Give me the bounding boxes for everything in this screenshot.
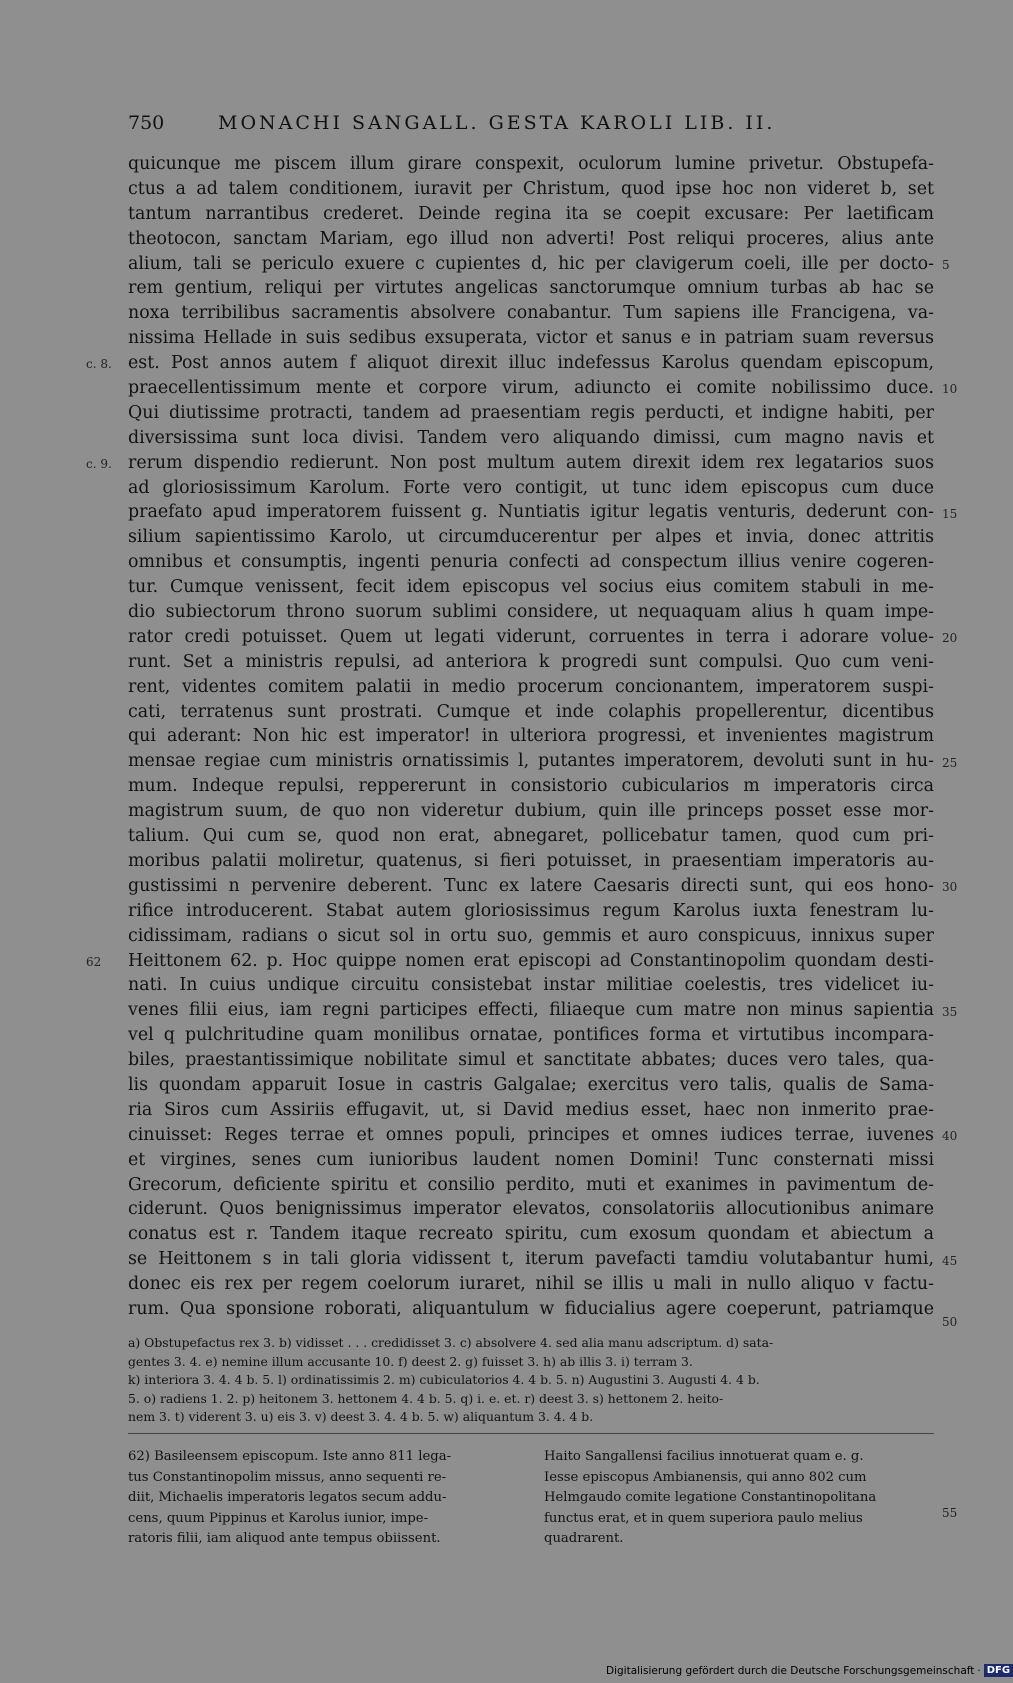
text-line: praecellentissimum mente et corpore virum, adiuncto ei comite nobilissimo duce. (128, 378, 934, 399)
text-line: tantum narrantibus crederet. Deinde regina ita se coepit excusare: Per laetificam (128, 203, 934, 224)
commentary-line: Haito Sangallensi facilius innotuerat quam e. g. (544, 1449, 864, 1464)
text-line: rem gentium, reliqui per virtutes angelicas sanctorumque omnium turbas ab hac se (128, 278, 934, 299)
running-title: MONACHI SANGALL. GESTA KAROLI LIB. II. (218, 112, 776, 134)
text-line: ria Siros cum Assiriis effugavit, ut, si David medius esset, haec non inmerito prae- (128, 1099, 934, 1120)
apparatus-line: k) interiora 3. 4. 4 b. 5. l) ordinatissimis 2. m) cubiculatorios 4. 4 b. 5. n) Augustini 3. Augusti 4. 4 b. (128, 1372, 760, 1387)
text-line: quicunque me piscem illum girare conspexit, oculorum lumine privetur. Obstupefa- (128, 154, 934, 174)
text-line: dio subiectorum throno suorum sublimi considere, ut nequaquam alius h quam impe- (128, 602, 934, 623)
text-line: mensae regiae cum ministris ornatissimis l, putantes imperatorem, devoluti sunt in hu- (128, 751, 934, 772)
line-number: 55 (942, 1506, 958, 1520)
text-line: est. Post annos autem f aliquot direxit illuc indefessus Karolus quendam episcopum, (128, 353, 934, 374)
text-line: cinuisset: Reges terrae et omnes populi, principes et omnes iudices terrae, iuvenes (128, 1124, 934, 1145)
page-number: 750 (128, 112, 165, 134)
text-line: Grecorum, deficiente spiritu et consilio perdito, muti et exanimes in pavimentum de- (128, 1174, 934, 1195)
commentary-line: tus Constantinopolim missus, anno sequenti re- (128, 1469, 447, 1485)
line-number: 25 (942, 755, 958, 770)
commentary-left-column (128, 1447, 518, 1550)
line-number: 30 (942, 880, 958, 895)
text-line: silium sapientissimo Karolo, ut circumducerentur per alpes et invia, donec attritis (128, 527, 934, 548)
text-line: magistrum suum, de quo non videretur dubium, quin ille princeps posset esse mor- (128, 801, 934, 822)
notes-separator (128, 1433, 934, 1434)
apparatus-line: a) Obstupefactus rex 3. b) vidisset . . . credidisset 3. c) absolvere 4. sed alia manu adscriptum. d) sata- (128, 1335, 774, 1350)
text-line: ad gloriosissimum Karolum. Forte vero contigit, ut tunc idem episcopus cum duce (128, 477, 934, 498)
commentary-line: 62) Basileensem episcopum. Iste anno 811 lega- (128, 1449, 452, 1464)
text-line: talium. Qui cum se, quod non erat, abnegaret, pollicebatur tamen, quod cum pri- (128, 826, 934, 847)
text-line: ctus a ad talem conditionem, iuravit per Christum, quod ipse hoc non videret b, set (128, 178, 934, 199)
text-line: Heittonem 62. p. Hoc quippe nomen erat episcopi ad Constantinopolim quondam desti- (128, 950, 934, 971)
text-line: et virgines, senes cum iunioribus laudent nomen Domini! Tunc consternati missi (128, 1149, 934, 1170)
text-line: conatus est r. Tandem itaque recreato spiritu, cum exosum quondam et abiectum a (128, 1224, 934, 1245)
text-line: qui aderant: Non hic est imperator! in ulteriora progressi, et invenientes magistrum (128, 726, 934, 747)
text-line: diversissima sunt loca divisi. Tandem vero aliquando dimissi, cum magno navis et (128, 427, 934, 448)
text-line: alium, tali se periculo exuere c cupientes d, hic per clavigerum coeli, ille per docto- (128, 253, 934, 274)
margin-note: c. 9. (86, 456, 112, 471)
text-line: rifice introducerent. Stabat autem gloriosissimus regum Karolus iuxta fenestram lu- (128, 900, 934, 921)
critical-apparatus (128, 1334, 934, 1427)
text-line: rum. Qua sponsione roborati, aliquantulum w fiducialius agere coeperunt, patriamque (128, 1298, 934, 1319)
text-line: cidissimam, radians o sicut sol in ortu suo, gemmis et auro conspicuus, innixus super (128, 925, 934, 946)
digitization-footer: Digitalisierung gefördert durch die Deutsche Forschungsgemeinschaft · DFG (606, 1662, 1013, 1679)
text-line: Qui diutissime protracti, tandem ad praesentiam regis perducti, et indigne habiti, per (128, 402, 934, 423)
line-number: 20 (942, 631, 958, 646)
commentary-line: cens, quum Pippinus et Karolus iunior, impe- (128, 1510, 429, 1526)
text-line: vel q pulchritudine quam monilibus ornatae, pontifices forma et virtutibus incompara- (128, 1025, 934, 1046)
commentary-line: diit, Michaelis imperatoris legatos secum addu- (128, 1490, 447, 1505)
text-line: venes filii eius, iam regni participes effecti, filiaeque cum matre non minus sapientia (128, 1000, 934, 1021)
commentary-right-column (544, 1447, 934, 1550)
text-line: donec eis rex per regem coelorum iuraret, nihil se illis u mali in nullo aliquo v factu- (128, 1274, 934, 1295)
text-line: rerum dispendio redierunt. Non post multum autem direxit idem rex legatarios suos (128, 452, 934, 473)
text-line: nissima Hellade in suis sedibus exsuperata, victor et sanus e in patriam suam reversus (128, 328, 934, 349)
text-line: gustissimi n pervenire deberent. Tunc ex latere Caesaris directi sunt, qui eos hono- (128, 875, 934, 896)
line-number: 40 (942, 1129, 958, 1144)
text-line: rent, videntes comitem palatii in medio procerum concionantem, imperatorem suspi- (128, 676, 934, 697)
text-line: theotocon, sanctam Mariam, ego illud non adverti! Post reliqui proceres, alius ante (128, 228, 934, 249)
text-line: omnibus et consumptis, ingenti penuria confecti ad conspectum illius venire cogeren- (128, 552, 934, 573)
line-number: 5 (942, 257, 950, 272)
margin-note: c. 8. (86, 357, 112, 372)
text-line: noxa terribilibus sacramentis absolvere conabantur. Tum sapiens ille Francigena, va- (128, 303, 934, 324)
text-line: moribus palatii moliretur, quatenus, si fieri potuisset, in praesentiam imperatoris au- (128, 850, 934, 871)
footer-text: Digitalisierung gefördert durch die Deutsche Forschungsgemeinschaft (606, 1664, 975, 1677)
line-number: 10 (942, 382, 958, 397)
commentary-line: Helmgaudo comite legatione Constantinopolitana (544, 1490, 877, 1505)
apparatus-line: gentes 3. 4. e) nemine illum accusante 10. f) deest 2. g) fuisset 3. h) ab illis 3. i) terram 3. (128, 1353, 693, 1369)
dfg-logo: DFG (984, 1664, 1013, 1677)
main-text (128, 152, 934, 1322)
text-line: rator credi potuisset. Quem ut legati viderunt, corruentes in terra i adorare volue- (128, 626, 934, 647)
margin-note: 62 (86, 954, 102, 969)
text-line: runt. Set a ministris repulsi, ad anteriora k progredi sunt compulsi. Quo cum veni- (128, 651, 934, 672)
text-line: biles, praestantissimique nobilitate simul et sanctitate abbates; duces vero tales, qua- (128, 1050, 934, 1071)
apparatus-line: 5. o) radiens 1. 2. p) heitonem 3. hettonem 4. 4 b. 5. q) i. e. et. r) deest 3. s) hettonem 2. heito- (128, 1390, 724, 1406)
commentary-line: quadrarent. (544, 1531, 624, 1546)
text-line: mum. Indeque repulsi, reppererunt in consistorio cubicularios m imperatoris circa (128, 776, 934, 797)
text-line: cati, terratenus sunt prostrati. Cumque et inde colaphis propellerentur, dicentibus (128, 701, 934, 722)
commentary-line: Iesse episcopus Ambianensis, qui anno 802 cum (544, 1469, 867, 1485)
text-line: lis quondam apparuit Iosue in castris Galgalae; exercitus vero talis, qualis de Sama- (128, 1074, 934, 1095)
text-line: ciderunt. Quos benignissimus imperator elevatos, consolatoriis allocutionibus animare (128, 1199, 934, 1220)
line-number: 35 (942, 1004, 958, 1019)
text-line: praefato apud imperatorem fuissent g. Nuntiatis igitur legatis venturis, dederunt con- (128, 502, 934, 523)
line-number: 45 (942, 1253, 958, 1268)
text-line: tur. Cumque venissent, fecit idem episcopus vel socius eius comitem stabuli in me- (128, 577, 934, 598)
page-header (128, 112, 938, 138)
text-line: nati. In cuius undique circuitu consistebat instar militiae coelestis, tres videlicet iu- (128, 975, 934, 996)
commentary-line: functus erat, et in quem superiora paulo melius (544, 1510, 863, 1526)
text-line: se Heittonem s in tali gloria vidissent t, iterum pavefacti tamdiu volutabantur humi, (128, 1249, 934, 1270)
apparatus-line: nem 3. t) viderent 3. u) eis 3. v) deest 3. 4. 4 b. 5. w) aliquantum 3. 4. 4 b. (128, 1409, 594, 1424)
line-number: 15 (942, 506, 958, 521)
commentary-line: ratoris filii, iam aliquod ante tempus obiissent. (128, 1531, 441, 1546)
line-number: 50 (942, 1315, 958, 1329)
